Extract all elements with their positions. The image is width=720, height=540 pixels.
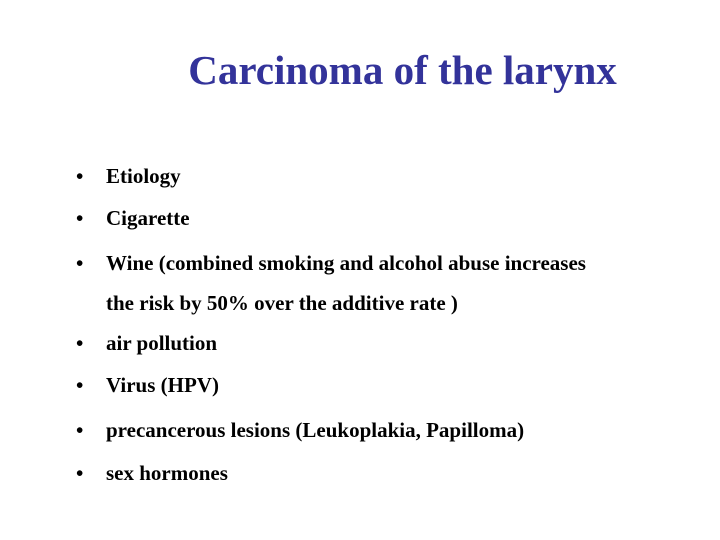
bullet-icon: • [76,373,84,397]
bullet-icon: • [76,418,84,442]
list-item-text: Wine (combined smoking and alcohol abuse increases [106,251,586,275]
list-item-text: Cigarette [106,206,190,230]
slide-title: Carcinoma of the larynx [188,47,617,93]
list-item-text: Etiology [106,164,181,188]
list-item-text: sex hormones [106,461,228,485]
bullet-icon: • [76,331,84,355]
list-item-text: Virus (HPV) [106,373,219,397]
bullet-icon: • [76,206,84,230]
bullet-icon: • [76,251,84,275]
list-item-text: air pollution [106,331,218,355]
bullet-icon: • [76,461,84,485]
list-item-continuation: the risk by 50% over the additive rate ) [106,291,458,315]
list-item-text: precancerous lesions (Leukoplakia, Papilloma) [106,418,525,442]
bullet-icon: • [76,164,84,188]
